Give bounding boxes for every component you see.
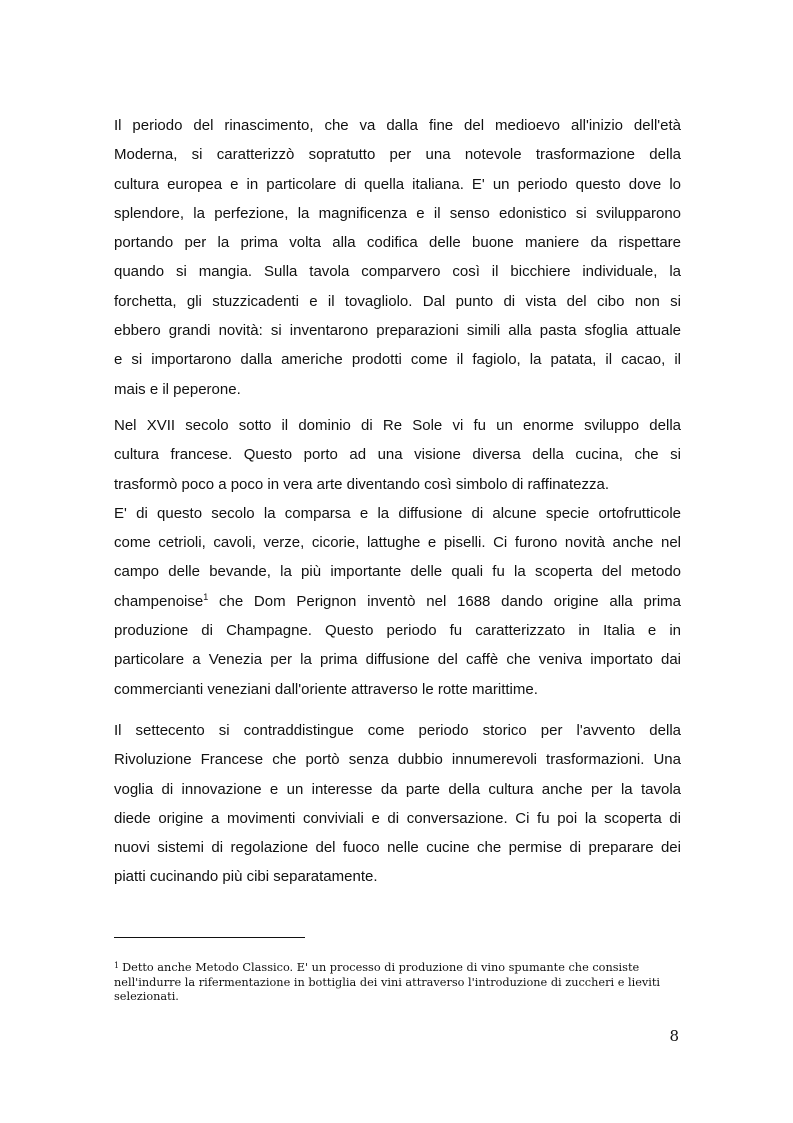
text-line: nuovi sistemi di regolazione del fuoco nelle cucine che permise di preparare dei xyxy=(114,839,681,857)
text-line: particolare a Venezia per la prima diffusione del caffè che veniva importato dai xyxy=(114,651,681,669)
footnote-separator xyxy=(114,937,305,938)
paragraph-renaissance xyxy=(114,111,681,404)
text-line: ebbero grandi novità: si inventarono preparazioni simili alla pasta sfoglia attuale xyxy=(114,322,681,340)
text-line: cultura europea e in particolare di quella italiana. E' un periodo questo dove lo xyxy=(114,175,681,193)
text-line: voglia di innovazione e un interesse da parte della cultura anche per la tavola xyxy=(114,780,681,798)
text-line: quando si mangia. Sulla tavola comparvero così il bicchiere individuale, la xyxy=(114,263,681,281)
text-line: Nel XVII secolo sotto il dominio di Re Sole vi fu un enorme sviluppo della xyxy=(114,417,681,434)
text-line: trasformò poco a poco in vera arte diventando così simbolo di raffinatezza. xyxy=(114,475,609,493)
text-line: Moderna, si caratterizzò sopratutto per una notevole trasformazione della xyxy=(114,146,681,164)
footnote-line xyxy=(114,961,681,976)
text-line: diede origine a movimenti conviviali e di conversazione. Ci fu poi la scoperta di xyxy=(114,809,681,827)
text-line-rest: che Dom Perignon inventò nel 1688 dando origine alla prima xyxy=(219,592,681,610)
page-number: 8 xyxy=(669,1027,679,1045)
footnote-word: champenoise xyxy=(114,592,204,610)
text-line: Il settecento si contraddistingue come periodo storico per l'avvento della xyxy=(114,722,681,739)
text-line: mais e il peperone. xyxy=(114,380,241,398)
text-line: E' di questo secolo la comparsa e la diffusione di alcune specie ortofrutticole xyxy=(114,504,681,522)
text-line-with-footnote xyxy=(114,587,681,616)
paragraph-eighteenth-century xyxy=(114,716,681,892)
footnote-reference[interactable]: 1 xyxy=(203,591,209,602)
text-line: Rivoluzione Francese che portò senza dubbio innumerevoli trasformazioni. Una xyxy=(114,751,681,769)
text-line: portando per la prima volta alla codifica delle buone maniere da rispettare xyxy=(114,234,681,252)
footnote-text: Detto anche Metodo Classico. E' un processo di produzione di vino spumante che consiste xyxy=(122,961,640,974)
text-line: campo delle bevande, la più importante delle quali fu la scoperta del metodo xyxy=(114,563,681,581)
text-line: e si importarono dalla americhe prodotti come il fagiolo, la patata, il cacao, il xyxy=(114,351,681,369)
text-line: produzione di Champagne. Questo periodo fu caratterizzato in Italia e in xyxy=(114,622,681,640)
text-line: Il periodo del rinascimento, che va dalla fine del medioevo all'inizio dell'età xyxy=(114,117,681,134)
text-line: piatti cucinando più cibi separatamente. xyxy=(114,868,378,886)
text-line: cultura francese. Questo porto ad una visione diversa della cucina, che si xyxy=(114,446,681,464)
text-line: come cetrioli, cavoli, verze, cicorie, lattughe e piselli. Ci furono novità anche nel xyxy=(114,534,681,552)
footnote-number: 1 xyxy=(114,961,120,970)
text-line: commercianti veneziani dall'oriente attraverso le rotte marittime. xyxy=(114,680,538,698)
footnote-line: selezionati. xyxy=(114,990,179,1003)
footnote xyxy=(114,961,681,1005)
text-line: splendore, la perfezione, la magnificenza e il senso edonistico si svilupparono xyxy=(114,204,681,222)
footnote-line: nell'indurre la rifermentazione in bottiglia dei vini attraverso l'introduzione di zuccheri e lieviti xyxy=(114,975,661,989)
text-line: forchetta, gli stuzzicadenti e il tovagliolo. Dal punto di vista del cibo non si xyxy=(114,292,681,310)
paragraph-seventeenth-century xyxy=(114,411,681,704)
